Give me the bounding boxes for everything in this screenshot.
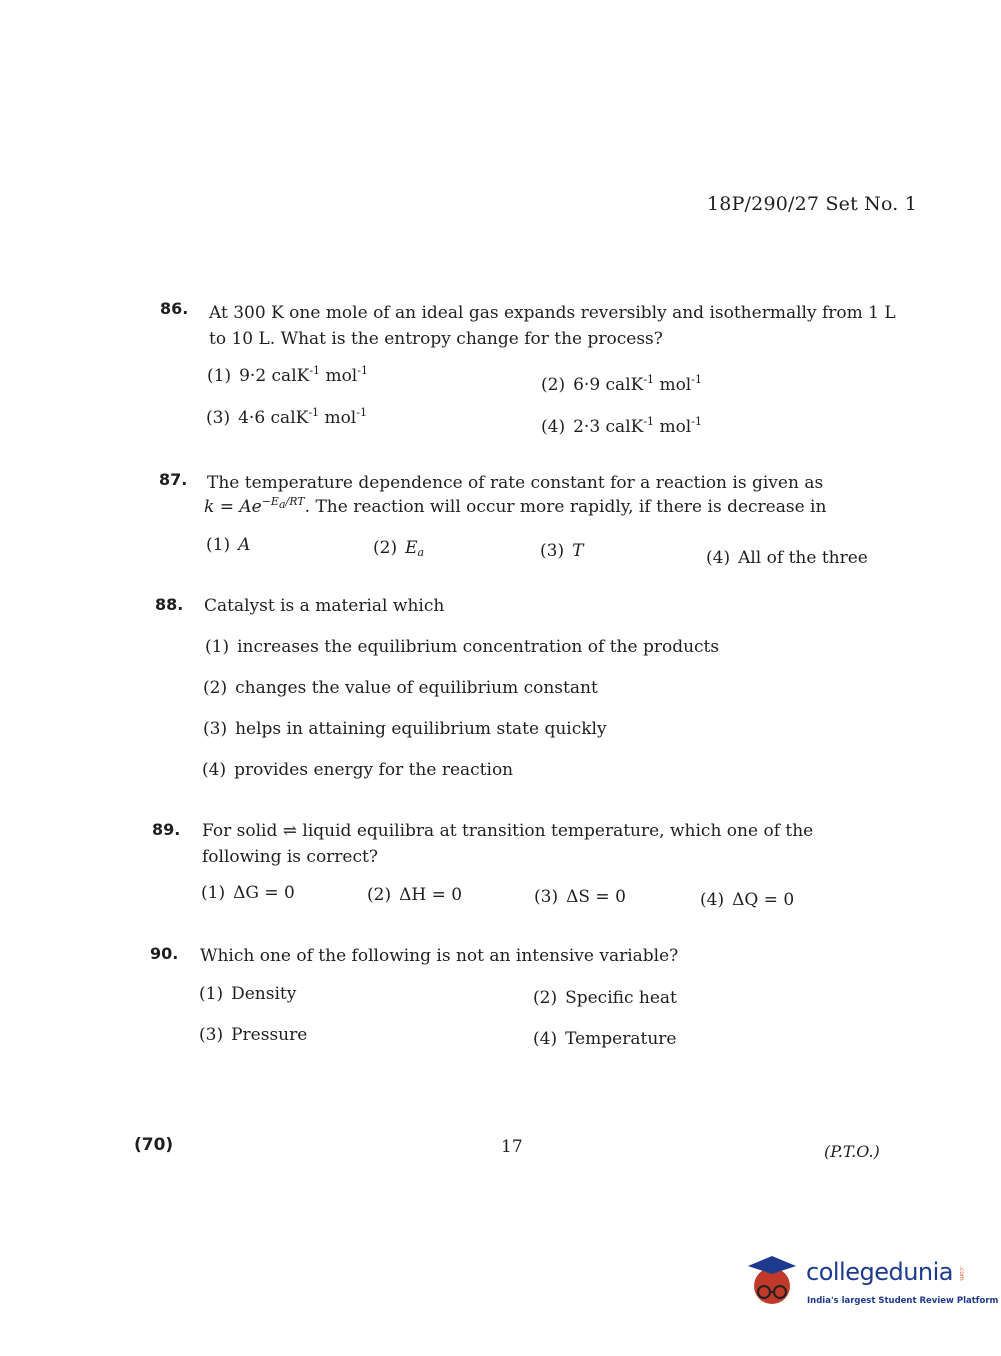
option-2[interactable]: (2) changes the value of equilibrium constant — [203, 678, 598, 698]
option-1[interactable]: (1) Density — [199, 984, 297, 1004]
option-1[interactable]: (1) ΔG = 0 — [201, 883, 295, 903]
question-number: 89. — [152, 820, 181, 839]
question-number: 87. — [159, 470, 188, 489]
paper-code: (70) — [134, 1135, 174, 1155]
set-number: 18P/290/27 Set No. 1 — [707, 193, 918, 215]
option-3[interactable]: (3) T — [540, 541, 584, 561]
question-number: 90. — [150, 944, 179, 963]
option-2[interactable]: (2) 6·9 calK$^{-1}$ mol$^{-1}$ — [541, 373, 702, 395]
question-text-line1: The temperature dependence of rate constant for a reaction is given as — [207, 473, 824, 493]
option-1[interactable]: (1) 9·2 calK$^{-1}$ mol$^{-1}$ — [207, 364, 368, 386]
option-3[interactable]: (3) helps in attaining equilibrium state quickly — [203, 719, 607, 739]
option-4[interactable]: (4) Temperature — [533, 1029, 677, 1049]
option-4[interactable]: (4) provides energy for the reaction — [202, 760, 514, 780]
logo-suffix: .com — [958, 1266, 965, 1281]
option-1[interactable]: (1) A — [206, 535, 251, 555]
option-3[interactable]: (3) 4·6 calK$^{-1}$ mol$^{-1}$ — [206, 406, 367, 428]
option-2[interactable]: (2) $E_a$ — [373, 538, 425, 559]
option-4[interactable]: (4) ΔQ = 0 — [700, 890, 795, 910]
rate-equation: k = Ae — [204, 497, 262, 517]
option-1[interactable]: (1) increases the equilibrium concentration of the products — [205, 637, 720, 657]
question-text: For solid ⇌ liquid equilibra at transition temperature, which one of the following is correct? — [202, 821, 814, 867]
pto-note: (P.T.O.) — [824, 1142, 880, 1161]
logo-wordmark: collegedunia — [806, 1258, 954, 1286]
question-text: Which one of the following is not an intensive variable? — [200, 946, 679, 966]
option-3[interactable]: (3) ΔS = 0 — [534, 887, 626, 907]
question-text-line2: $k = Ae^{-E_a/RT}$. The reaction will occur more rapidly, if there is decrease in — [204, 495, 827, 517]
question-number: 88. — [155, 595, 184, 614]
option-4[interactable]: (4) All of the three — [706, 548, 868, 568]
question-text: At 300 K one mole of an ideal gas expands reversibly and isothermally from 1 L to 10 L. What is the entropy change for the process? — [209, 303, 896, 349]
option-2[interactable]: (2) Specific heat — [533, 988, 677, 1008]
option-2[interactable]: (2) ΔH = 0 — [367, 885, 463, 905]
question-number: 86. — [160, 299, 189, 318]
question-text: Catalyst is a material which — [204, 596, 445, 616]
logo-cap — [748, 1256, 796, 1274]
logo-tagline: India's largest Student Review Platform — [807, 1296, 999, 1306]
option-4[interactable]: (4) 2·3 calK$^{-1}$ mol$^{-1}$ — [541, 415, 702, 437]
page-number: 17 — [501, 1137, 523, 1157]
option-3[interactable]: (3) Pressure — [199, 1025, 308, 1045]
